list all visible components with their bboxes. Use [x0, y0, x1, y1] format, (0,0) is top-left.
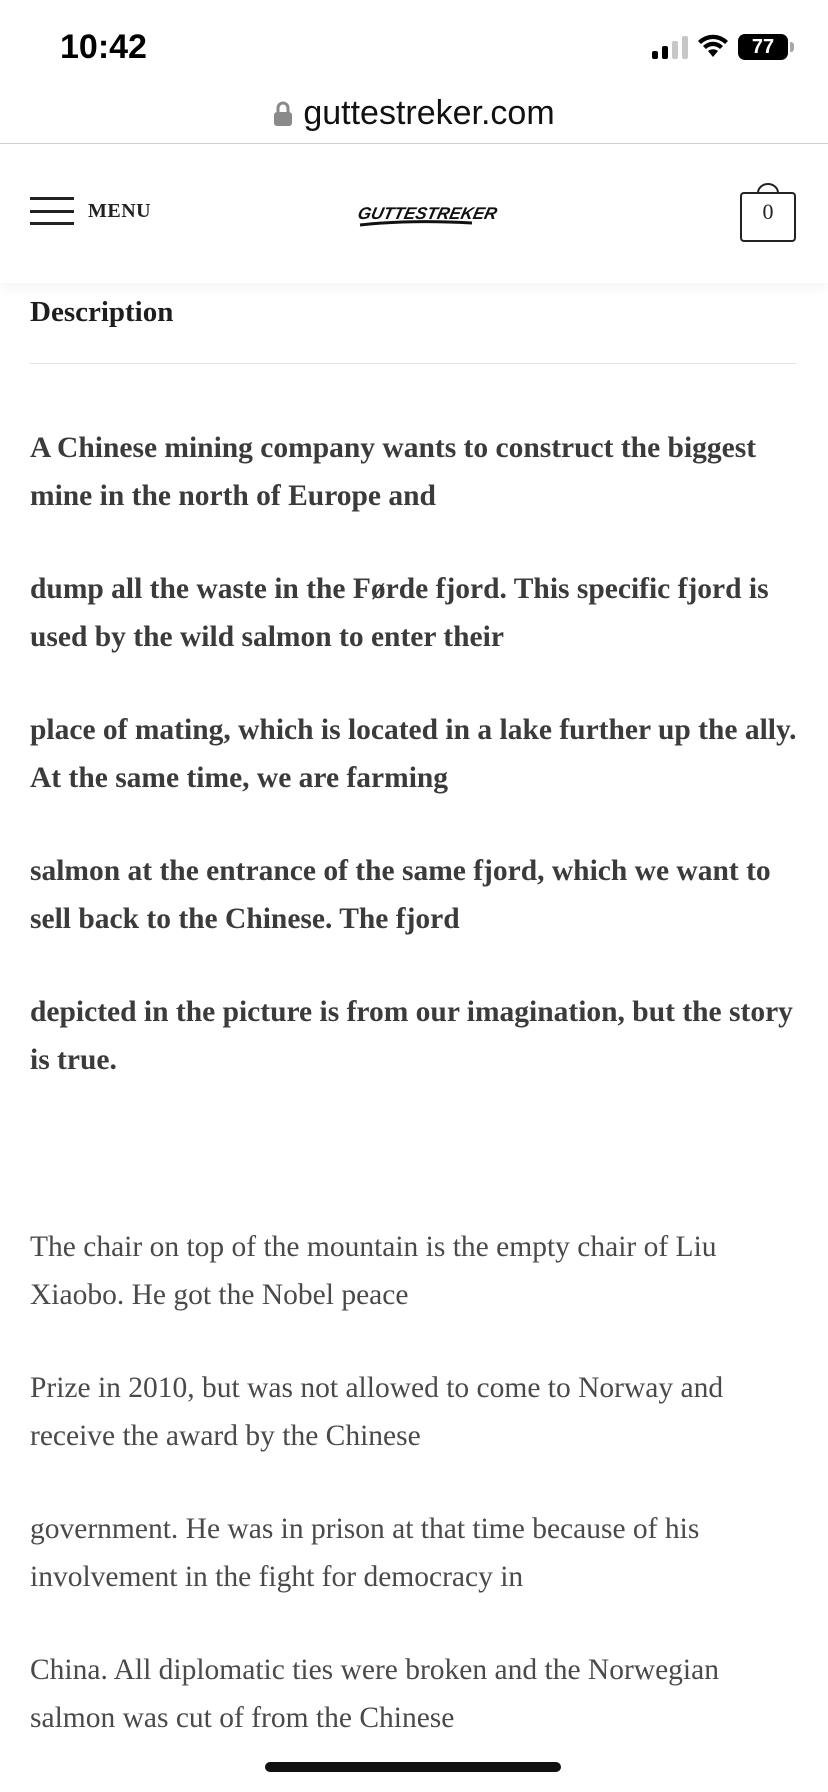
url-text: guttestreker.com	[303, 94, 555, 132]
cellular-signal-icon	[652, 35, 688, 59]
description-paragraph: The chair on top of the mountain is the empty chair of Liu Xiaobo. He got the Nobel peace	[30, 1231, 717, 1311]
hamburger-icon	[30, 197, 74, 225]
description-heading: Description	[30, 296, 174, 328]
description-paragraph: government. He was in prison at that time because of his involvement in the fight for democracy in	[30, 1513, 700, 1593]
status-bar	[0, 0, 828, 90]
menu-label: MENU	[88, 199, 152, 222]
site-header	[0, 145, 828, 283]
lock-icon	[273, 101, 293, 127]
description-content	[30, 424, 800, 1787]
description-paragraph: Prize in 2010, but was not allowed to come to Norway and receive the award by the Chinese	[30, 1372, 724, 1452]
description-paragraph: A Chinese mining company wants to construct the biggest mine in the north of Europe and	[30, 432, 757, 512]
battery-level: 77	[751, 35, 775, 58]
address-bar[interactable]	[0, 84, 828, 144]
status-time: 10:42	[60, 28, 147, 66]
home-indicator[interactable]	[265, 1762, 561, 1772]
menu-button[interactable]	[30, 197, 151, 225]
description-paragraph: salmon at the entrance of the same fjord, which we want to sell back to the Chinese. The fjord	[30, 855, 771, 935]
description-paragraph: China. All diplomatic ties were broken and the Norwegian salmon was cut of from the Chinese	[30, 1654, 719, 1734]
description-paragraph: depicted in the picture is from our imagination, but the story is true.	[30, 996, 793, 1076]
status-icons	[652, 34, 788, 60]
divider	[30, 363, 796, 364]
guttestreker-logo[interactable]	[356, 195, 500, 231]
battery-icon	[738, 34, 788, 60]
cart-count: 0	[762, 199, 774, 224]
logo-text: GUTTESTREKER	[356, 203, 500, 223]
cart-button[interactable]	[740, 183, 796, 243]
description-paragraph: dump all the waste in the Førde fjord. This specific fjord is used by the wild salmon to enter their	[30, 573, 769, 653]
description-paragraph: place of mating, which is located in a lake further up the ally. At the same time, we are farming	[30, 714, 797, 794]
wifi-icon	[698, 35, 728, 59]
